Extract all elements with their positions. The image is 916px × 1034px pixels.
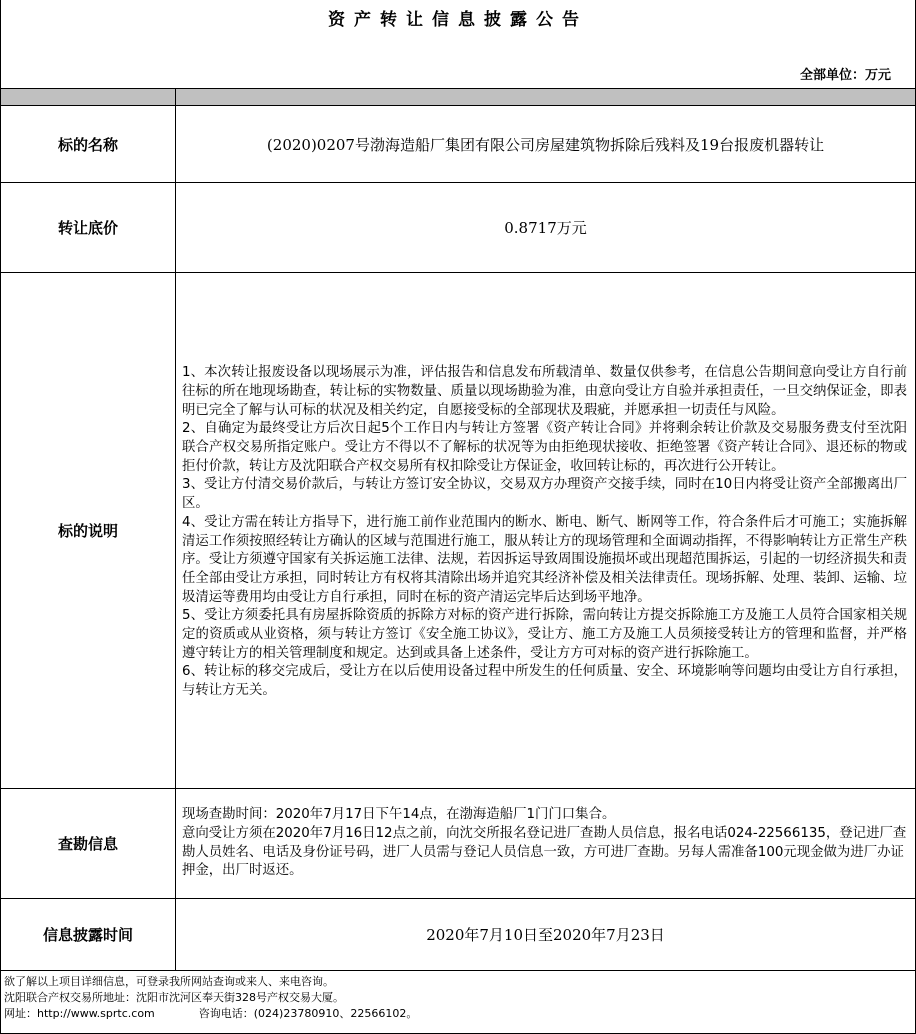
inspection-label: 查勘信息 [1, 789, 176, 899]
phone-label: 咨询电话： [198, 1007, 254, 1020]
target-name-value: (2020)0207号渤海造船厂集团有限公司房屋建筑物拆除后残料及19台报废机器转让 [176, 106, 916, 183]
row-inspection [1, 789, 915, 899]
row-target-name [1, 106, 915, 183]
description-item-6: 6、转让标的移交完成后，受让方在以后使用设备过程中所发生的任何质量、安全、环境影响等问题均由受让方自行承担，与转让方无关。 [182, 664, 907, 699]
footer-address: 沈阳联合产权交易所地址：沈阳市沈河区奉天街328号产权交易大厦。 [4, 991, 344, 1004]
description-item-3: 3、受让方付清交易价款后，与转让方签订安全协议，交易双方办理资产交接手续，同时在10日内将受让资产全部搬离出厂区。 [182, 477, 907, 512]
row-reserve-price [1, 183, 915, 273]
website-link[interactable]: http://www.sprtc.com [37, 1007, 155, 1020]
page-title: 资产转让信息披露公告 [328, 10, 588, 30]
inspection-time: 现场查勘时间：2020年7月17日下午14点，在渤海造船厂1门门口集合。 [182, 807, 616, 823]
reserve-price-value: 0.8717万元 [176, 183, 916, 273]
disclosure-period-label: 信息披露时间 [1, 899, 176, 971]
footer [4, 974, 909, 1022]
website-label: 网址： [4, 1007, 37, 1020]
footer-inquiry-note: 欲了解以上项目详细信息，可登录我所网站查询或来人、来电咨询。 [4, 975, 334, 988]
footer-contact [4, 1006, 909, 1022]
row-disclosure-period [1, 899, 915, 971]
phone-number: (024)23780910、22566102。 [253, 1007, 418, 1020]
description-item-1: 1、本次转让报废设备以现场展示为准，评估报告和信息发布所载清单、数量仅供参考，在信息公告期间意向受让方自行前往标的所在地现场勘查，转让标的实物数量、质量以现场勘验为准，由意向受让方自验并承担责任，一旦交纳保证金，即表明已完全了解与认可标的状况及相关约定，自愿接受标的全部现状及瑕疵，并愿承担一切责任与风险。 [182, 365, 907, 418]
disclosure-period-value: 2020年7月10日至2020年7月23日 [176, 899, 916, 971]
unit-note: 全部单位：万元 [799, 68, 891, 83]
header-band [1, 88, 915, 106]
description-label: 标的说明 [1, 273, 176, 789]
description-item-5: 5、受让方须委托具有房屋拆除资质的拆除方对标的资产进行拆除，需向转让方提交拆除施工方及施工人员符合国家相关规定的资质或从业资格，须与转让方签订《安全施工协议》，受让方、施工方及施工人员须接受转让方的管理和监督，并严格遵守转让方的相关管理制度和规定。达到或具备上述条件，受让方方可对标的资产进行拆除施工。 [182, 608, 907, 661]
row-description [1, 273, 915, 789]
description-item-4: 4、受让方需在转让方指导下，进行施工前作业范围内的断水、断电、断气、断网等工作，符合条件后才可施工；实施拆解清运工作须按照经转让方确认的区域与范围进行施工，服从转让方的现场管理和全面调动指挥，不得影响转让方正常生产秩序。受让方须遵守国家有关拆运施工法律、法规，若因拆运导致周围设施损坏或出现超范围拆运，引起的一切经济损失和责任全部由受让方承担，同时转让方有权将其清除出场并追究其经济补偿及相关法律责任。现场拆解、处理、装卸、运输、垃圾清运等费用均由受让方自行承担，同时在标的资产清运完毕后达到场平地净。 [182, 514, 907, 605]
inspection-cell [176, 789, 916, 899]
description-item-2: 2、自确定为最终受让方后次日起5个工作日内与转让方签署《资产转让合同》并将剩余转让价款及交易服务费支付至沈阳联合产权交易所指定账户。受让方不得以不了解标的状况等为由拒绝现状接收、拒绝签署《资产转让合同》、退还标的物或拒付价款，转让方及沈阳联合产权交易所有权扣除受让方保证金，收回转让标的，再次进行公开转让。 [182, 421, 907, 474]
reserve-price-label: 转让底价 [1, 183, 176, 273]
info-table [1, 105, 915, 971]
inspection-registration: 意向受让方须在2020年7月16日12点之前，向沈交所报名登记进厂查勘人员信息，报名电话024-22566135，登记进厂查勘人员姓名、电话及身份证号码，进厂人员需与登记人员信息一致，方可进厂查勘。另每人需准备100元现金做为进厂办证押金，出厂时返还。 [182, 825, 907, 879]
header-band-divider [175, 88, 176, 106]
description-cell [176, 273, 916, 789]
target-name-label: 标的名称 [1, 106, 176, 183]
